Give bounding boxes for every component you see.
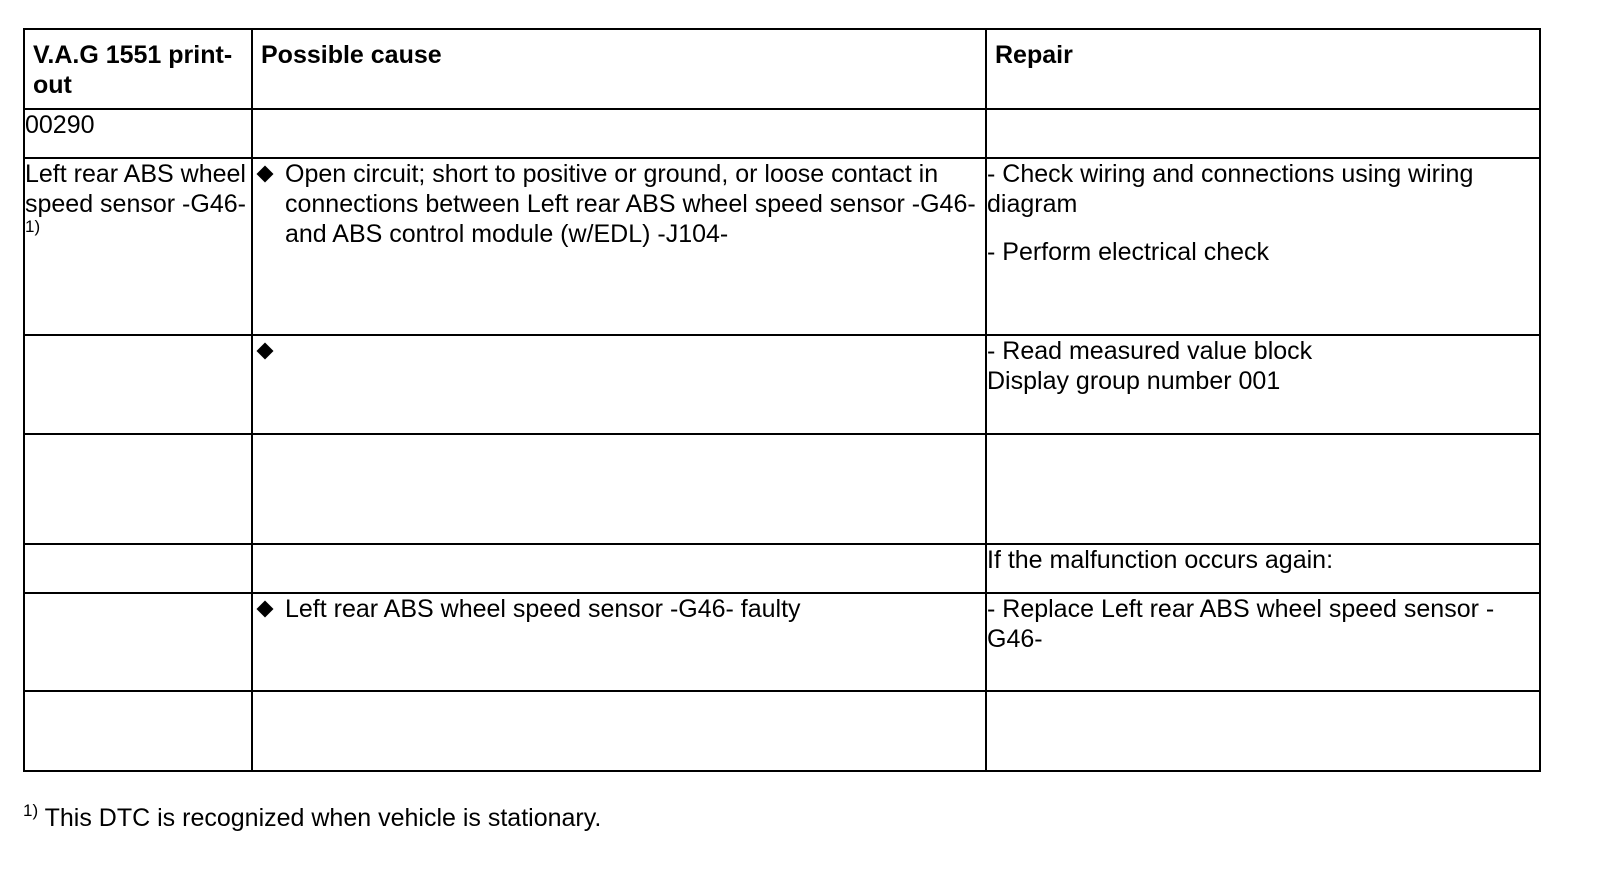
cause-text: Open circuit; short to positive or ground, or loose contact in connections between Left rear ABS wheel speed sensor -G46- and ABS control module (w/EDL) -J104- <box>285 160 976 248</box>
empty-cell <box>252 434 986 544</box>
empty-cell <box>24 335 252 434</box>
header-repair: Repair <box>986 29 1540 109</box>
diamond-bullet-icon <box>257 601 274 618</box>
empty-cell <box>24 544 252 593</box>
empty-cell <box>24 434 252 544</box>
repair-step: - Replace Left rear ABS wheel speed sensor -G46- <box>987 595 1495 653</box>
footnote-mark: 1) <box>23 801 39 820</box>
repair-cell-wiring <box>986 158 1540 335</box>
cause-cell-faulty <box>252 593 986 691</box>
table-row-again <box>24 544 1540 593</box>
empty-cell <box>24 593 252 691</box>
table-row-measured <box>24 335 1540 434</box>
dtc-code: 00290 <box>24 109 252 158</box>
footnote-text: This DTC is recognized when vehicle is stationary. <box>44 804 602 832</box>
table-row-wiring <box>24 158 1540 335</box>
table-row-empty <box>24 434 1540 544</box>
cause-cell-wiring <box>252 158 986 335</box>
empty-cell <box>986 109 1540 158</box>
footnote-ref: 1) <box>25 217 41 236</box>
cause-text: Left rear ABS wheel speed sensor -G46- faulty <box>285 595 801 623</box>
footnote <box>23 803 601 833</box>
repair-cell-measured <box>986 335 1540 434</box>
repair-step: - Perform electrical check <box>987 238 1270 266</box>
empty-cell <box>252 109 986 158</box>
repair-step: - Read measured value block <box>987 337 1313 365</box>
table-header-row <box>24 29 1540 109</box>
table-row-faulty <box>24 593 1540 691</box>
empty-cell <box>252 544 986 593</box>
repair-step: - Check wiring and connections using wiring diagram <box>987 160 1474 218</box>
repair-again: If the malfunction occurs again: <box>986 544 1540 593</box>
diamond-bullet-icon <box>257 166 274 183</box>
table-row-empty <box>24 691 1540 771</box>
diamond-bullet-icon <box>257 343 274 360</box>
cause-cell-measured <box>252 335 986 434</box>
header-possible-cause: Possible cause <box>252 29 986 109</box>
empty-cell <box>986 691 1540 771</box>
empty-cell <box>986 434 1540 544</box>
component-name: Left rear ABS wheel speed sensor -G46- <box>25 160 246 218</box>
repair-cell-faulty <box>986 593 1540 691</box>
table-row-code <box>24 109 1540 158</box>
dtc-table <box>23 28 1541 772</box>
header-printout: V.A.G 1551 print-out <box>24 29 252 109</box>
empty-cell <box>24 691 252 771</box>
repair-step: Display group number 001 <box>987 367 1281 395</box>
component-cell <box>24 158 252 335</box>
empty-cell <box>252 691 986 771</box>
